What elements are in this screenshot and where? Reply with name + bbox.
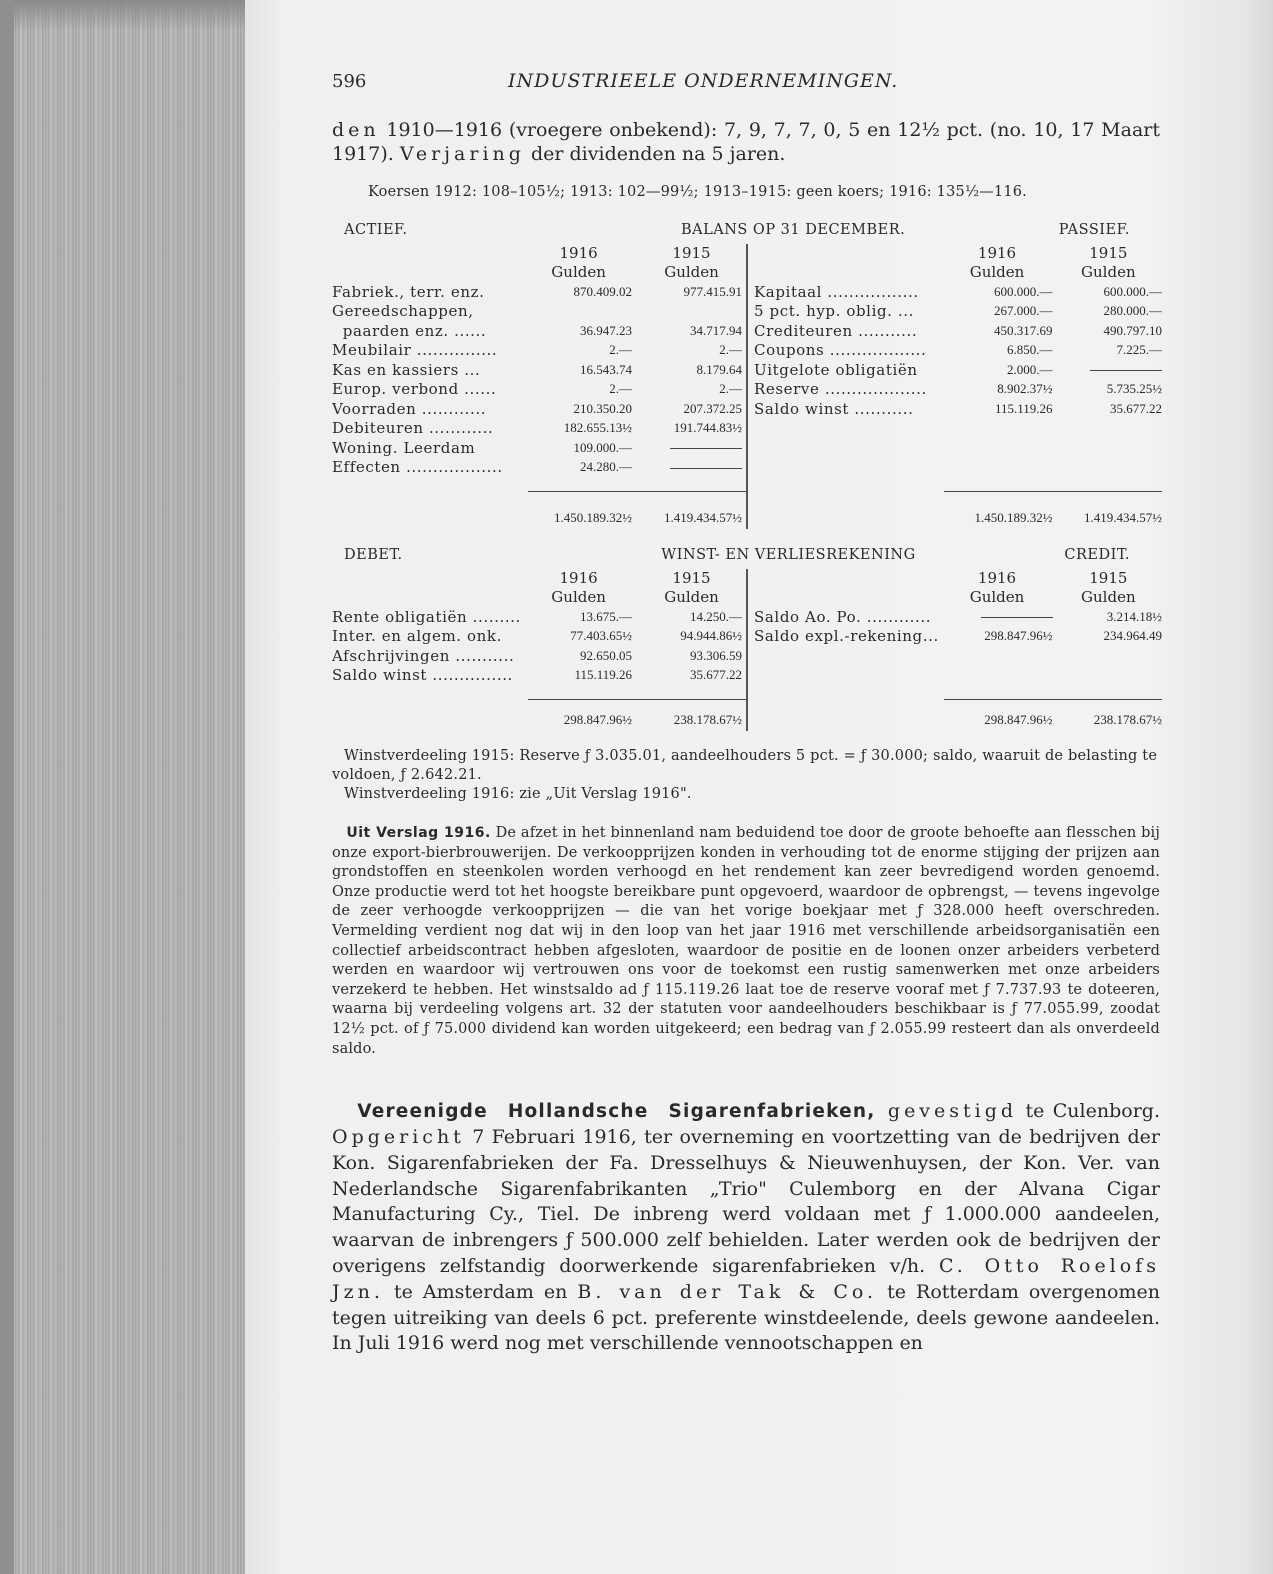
column-years bbox=[754, 244, 1162, 263]
uit-verslag-paragraph bbox=[332, 824, 1160, 1059]
row-label: Reserve ................... bbox=[754, 380, 927, 399]
year-1915: 1915 bbox=[1089, 244, 1128, 262]
row-label: Gereedschappen, bbox=[332, 302, 474, 321]
total-1916: 298.847.96½ bbox=[984, 712, 1053, 727]
row-label: Kas en kassiers ... bbox=[332, 360, 481, 379]
table-row bbox=[332, 282, 746, 302]
row-label: Woning. Leerdam bbox=[332, 438, 476, 457]
table-row bbox=[754, 341, 1162, 361]
table-row bbox=[332, 646, 746, 666]
company-name: Vereenigde Hollandsche Sigarenfabrieken, bbox=[357, 1101, 876, 1123]
total-1915: 1.419.434.57½ bbox=[1084, 510, 1163, 525]
value-1916: 210.350.20 bbox=[573, 400, 632, 416]
table-row bbox=[754, 282, 1162, 302]
value-1916: 182.655.13½ bbox=[563, 420, 632, 436]
unit-gulden: Gulden bbox=[1081, 263, 1136, 281]
gevestigd-label: gevestigd bbox=[875, 1100, 1018, 1123]
winst-headings bbox=[332, 547, 1160, 569]
value-1915: 600.000.— bbox=[1103, 283, 1163, 299]
row-label: Saldo winst ........... bbox=[754, 399, 914, 418]
value-1916: 115.119.26 bbox=[995, 400, 1053, 416]
table-row bbox=[754, 399, 1162, 419]
total-1915: 238.178.67½ bbox=[1093, 712, 1163, 727]
credit-column bbox=[748, 569, 1162, 731]
value-1916: 36.947.23 bbox=[580, 322, 632, 338]
column-units bbox=[332, 263, 746, 282]
unit-gulden: Gulden bbox=[551, 263, 606, 281]
value-1915: 207.372.25 bbox=[683, 400, 742, 416]
book-page-edges bbox=[0, 0, 245, 1574]
year-1915: 1915 bbox=[1089, 569, 1128, 587]
column-units bbox=[754, 263, 1162, 282]
unit-gulden: Gulden bbox=[969, 588, 1025, 606]
table-row bbox=[754, 380, 1162, 400]
value-1916: 13.675.— bbox=[580, 608, 632, 624]
value-1915: 8.179.64 bbox=[696, 361, 742, 377]
company-text-2: 7 Februari 1916, ter overneming en voortzetting van de bedrijven der Kon. Sigarenfabrieken der Fa. Dresselhuys & Nieuwenhuysen, der Kon. Ver. van Nederlandsche Sigarenfabrikanten „Trio" Culemborg en der Alvana Cigar Manufacturing Cy., Tiel. De inbreng werd voldaan met ƒ 1.000.000 aandeelen, waarvan de inbrengers ƒ 500.000 zelf behielden. Later werden ook de bedrijven der overigens zelfstandig doorwerkende sigarenfabrieken v/h. bbox=[332, 1125, 1160, 1277]
value-1915: 35.677.22 bbox=[1110, 400, 1163, 416]
row-label: Saldo expl.-rekening... bbox=[754, 627, 939, 646]
page-header bbox=[332, 70, 1160, 92]
nil-dash bbox=[981, 617, 1053, 618]
value-1916: 115.119.26 bbox=[574, 667, 632, 683]
year-1915: 1915 bbox=[672, 244, 711, 262]
value-1916: 2.— bbox=[609, 342, 632, 358]
column-units bbox=[332, 588, 746, 607]
table-row bbox=[332, 321, 746, 341]
nil-dash bbox=[1090, 370, 1162, 371]
table-row bbox=[754, 302, 1162, 322]
row-label: Saldo winst ............... bbox=[332, 666, 513, 685]
row-label: Uitgelote obligatiën bbox=[754, 360, 918, 379]
winstverdeeling-notes bbox=[332, 747, 1160, 804]
balans-headings bbox=[332, 222, 1160, 244]
column-years bbox=[754, 569, 1162, 588]
row-label: Europ. verbond ...... bbox=[332, 380, 497, 399]
balans-table bbox=[332, 222, 1163, 529]
actief-column bbox=[332, 244, 748, 529]
row-label: paarden enz. ...... bbox=[332, 321, 487, 340]
winst-verlies-table bbox=[332, 547, 1163, 731]
table-row bbox=[332, 341, 746, 361]
winstverdeeling-1915: Winstverdeeling 1915: Reserve ƒ 3.035.01, aandeelhouders 5 pct. = ƒ 30.000; saldo, waaruit de belasting te voldoen, ƒ 2.642.21. bbox=[332, 748, 1158, 783]
value-1915 bbox=[632, 459, 742, 475]
verjaring-text: der dividenden na 5 jaren. bbox=[524, 143, 786, 165]
value-1916: 600.000.— bbox=[994, 283, 1053, 299]
value-1916: 8.902.37½ bbox=[997, 381, 1053, 397]
nil-dash bbox=[670, 448, 742, 449]
winst-title: WINST- EN VERLIESREKENING bbox=[661, 547, 916, 563]
value-1915: 2.— bbox=[719, 381, 742, 397]
column-years bbox=[332, 244, 746, 263]
table-row bbox=[332, 380, 746, 400]
vandertak-name: B. van der Tak & Co. bbox=[577, 1280, 878, 1303]
value-1915 bbox=[632, 440, 742, 456]
actief-total bbox=[332, 507, 746, 529]
total-1915: 238.178.67½ bbox=[673, 712, 742, 727]
credit-total bbox=[754, 709, 1162, 731]
balans-title: BALANS OP 31 DECEMBER. bbox=[680, 222, 906, 238]
table-row bbox=[332, 419, 746, 439]
table-row bbox=[754, 607, 1162, 627]
row-label: Meubilair ............... bbox=[332, 341, 498, 360]
value-1915: 3.214.18½ bbox=[1106, 608, 1163, 624]
total-1916: 298.847.96½ bbox=[563, 712, 632, 727]
row-label: Effecten .................. bbox=[332, 458, 503, 477]
table-row bbox=[332, 607, 746, 627]
year-1916: 1916 bbox=[559, 569, 598, 587]
value-1916: 267.000.— bbox=[994, 303, 1053, 319]
table-row bbox=[332, 438, 746, 458]
unit-gulden: Gulden bbox=[1081, 588, 1136, 606]
debet-total bbox=[332, 709, 746, 731]
page-number: 596 bbox=[332, 71, 367, 92]
unit-gulden: Gulden bbox=[664, 263, 719, 281]
row-label: Fabriek., terr. enz. bbox=[332, 282, 485, 301]
value-1916: 450.317.69 bbox=[994, 322, 1053, 338]
koersen-line: Koersen 1912: 108–105½; 1913: 102—99½; 1913–1915: geen koers; 1916: 135½—116. bbox=[368, 184, 1027, 200]
year-1916: 1916 bbox=[977, 569, 1017, 587]
value-1915: 14.250.— bbox=[690, 608, 742, 624]
value-1915 bbox=[1053, 362, 1162, 378]
winstverdeeling-1916: Winstverdeeling 1916: zie „Uit Verslag 1916". bbox=[344, 786, 692, 802]
credit-heading: CREDIT. bbox=[1064, 547, 1130, 563]
value-1916: 77.403.65½ bbox=[570, 628, 632, 644]
value-1915: 35.677.22 bbox=[690, 667, 742, 683]
debet-heading: DEBET. bbox=[344, 547, 403, 563]
value-1916: 870.409.02 bbox=[573, 283, 632, 299]
row-label: Coupons .................. bbox=[754, 341, 927, 360]
table-row bbox=[754, 321, 1162, 341]
actief-heading: ACTIEF. bbox=[344, 222, 408, 238]
value-1915: 280.000.— bbox=[1103, 303, 1163, 319]
total-1916: 1.450.189.32½ bbox=[974, 510, 1053, 525]
company-text-4: te Rotterdam overgenomen tegen uitreiking van deels 6 pct. preferente winstdeelende, deels gewone aandeelen. In Juli 1916 werd nog met verschillende vennootschappen en bbox=[332, 1280, 1160, 1355]
table-row bbox=[332, 627, 746, 647]
company-text-1: te Culenborg. bbox=[1017, 1100, 1160, 1123]
dividend-label: den bbox=[332, 119, 380, 141]
value-1915: 234.964.49 bbox=[1103, 628, 1163, 644]
nil-dash bbox=[670, 468, 742, 469]
unit-gulden: Gulden bbox=[969, 263, 1025, 281]
debet-column bbox=[332, 569, 748, 731]
table-row bbox=[332, 458, 746, 478]
page-content bbox=[332, 70, 1163, 1357]
column-years bbox=[332, 569, 746, 588]
value-1916: 6.850.— bbox=[1007, 342, 1053, 358]
row-label: Saldo Ao. Po. ............ bbox=[754, 607, 932, 626]
total-1916: 1.450.189.32½ bbox=[554, 510, 632, 525]
value-1915: 93.306.59 bbox=[690, 647, 742, 663]
row-label: Inter. en algem. onk. bbox=[332, 627, 502, 646]
table-row bbox=[754, 627, 1162, 647]
year-1916: 1916 bbox=[559, 244, 598, 262]
unit-gulden: Gulden bbox=[551, 588, 606, 606]
value-1916: 2.000.— bbox=[1007, 361, 1053, 377]
value-1916: 24.280.— bbox=[580, 459, 632, 475]
year-1915: 1915 bbox=[672, 569, 711, 587]
value-1915: 490.797.10 bbox=[1103, 322, 1163, 338]
dividend-paragraph bbox=[332, 118, 1160, 166]
value-1915: 7.225.— bbox=[1116, 342, 1163, 358]
table-row bbox=[754, 360, 1162, 380]
value-1916: 92.650.05 bbox=[580, 647, 632, 663]
value-1916: 298.847.96½ bbox=[984, 628, 1053, 644]
passief-total bbox=[754, 507, 1162, 529]
row-label: Rente obligatiën ......... bbox=[332, 607, 521, 626]
row-label: 5 pct. hyp. oblig. ... bbox=[754, 302, 915, 321]
table-row bbox=[332, 302, 746, 322]
row-label: Voorraden ............ bbox=[332, 399, 487, 418]
company-text-3: te Amsterdam en bbox=[383, 1280, 578, 1303]
value-1915: 34.717.94 bbox=[690, 322, 742, 338]
passief-column bbox=[748, 244, 1162, 529]
row-label: Crediteuren ........... bbox=[754, 321, 918, 340]
value-1916: 16.543.74 bbox=[580, 361, 632, 377]
dividend-text: 1910—1916 (vroegere onbekend): 7, 9, 7, 7, 0, 5 en 12½ pct. (no. 10, 17 Maart 1917). bbox=[332, 119, 1160, 165]
verslag-lead: Uit Verslag 1916. bbox=[346, 825, 491, 841]
verjaring-label: Verjaring bbox=[399, 143, 525, 165]
value-1916 bbox=[943, 609, 1052, 625]
year-1916: 1916 bbox=[977, 244, 1017, 262]
value-1915: 94.944.86½ bbox=[680, 628, 742, 644]
column-units bbox=[754, 588, 1162, 607]
row-label: Kapitaal ................. bbox=[754, 282, 919, 301]
value-1916: 109.000.— bbox=[573, 439, 632, 455]
row-label: Afschrijvingen ........... bbox=[332, 646, 515, 665]
value-1915: 977.415.91 bbox=[683, 283, 742, 299]
opgericht-label: Opgericht bbox=[332, 1125, 465, 1148]
verslag-text: De afzet in het binnenland nam beduidend toe door de groote behoefte aan flesschen bij onze export-bierbrouwerijen. De verkoopprijzen konden in verhouding tot de enorme stijging der prijzen aan grondstoffen en steenkolen worden verhoogd en het rendement kan zeer bevredigend worden genoemd. Onze productie werd tot het hoogste bereikbare punt opgevoerd, waardoor de opbrengst, — tevens ingevolge de zeer verhoogde verkoopprijzen — die van het vorige boekjaar met ƒ 328.000 heeft overschreden. Vermelding verdient nog dat wij in den loop van het jaar 1916 met verschillende arbeidsorganisatiën een collectief arbeidscontract hebben afgesloten, waardoor de positie en de loonen onzer arbeiders verbeterd werden en waardoor wij vertrouwen ons voor de toekomst een rustig samenwerken met onze arbeiders verzekerd te hebben. Het winstsaldo ad ƒ 115.119.26 laat toe de reserve vooraf met ƒ 7.737.93 te doteeren, waarna bij verdeeling volgens art. 32 der statuten voor aandeelhouders beschikbaar is ƒ 77.055.99, zoodat 12½ pct. of ƒ 75.000 dividend kan worden uitgekeerd; een bedrag van ƒ 2.055.99 resteert dan als onverdeeld saldo. bbox=[332, 825, 1160, 1057]
total-1915: 1.419.434.57½ bbox=[664, 510, 742, 525]
unit-gulden: Gulden bbox=[664, 588, 719, 606]
table-row bbox=[332, 360, 746, 380]
company-entry bbox=[332, 1099, 1160, 1357]
roelofs-name: C. Otto Roelofs Jzn. bbox=[332, 1254, 1160, 1303]
value-1916: 2.— bbox=[609, 381, 632, 397]
running-title: INDUSTRIEELE ONDERNEMINGEN. bbox=[508, 70, 899, 92]
value-1915: 191.744.83½ bbox=[673, 420, 742, 436]
value-1915: 5.735.25½ bbox=[1106, 381, 1163, 397]
table-row bbox=[332, 666, 746, 686]
value-1915: 2.— bbox=[719, 342, 742, 358]
table-row bbox=[332, 399, 746, 419]
row-label: Debiteuren ............ bbox=[332, 419, 494, 438]
passief-heading: PASSIEF. bbox=[1058, 222, 1130, 238]
